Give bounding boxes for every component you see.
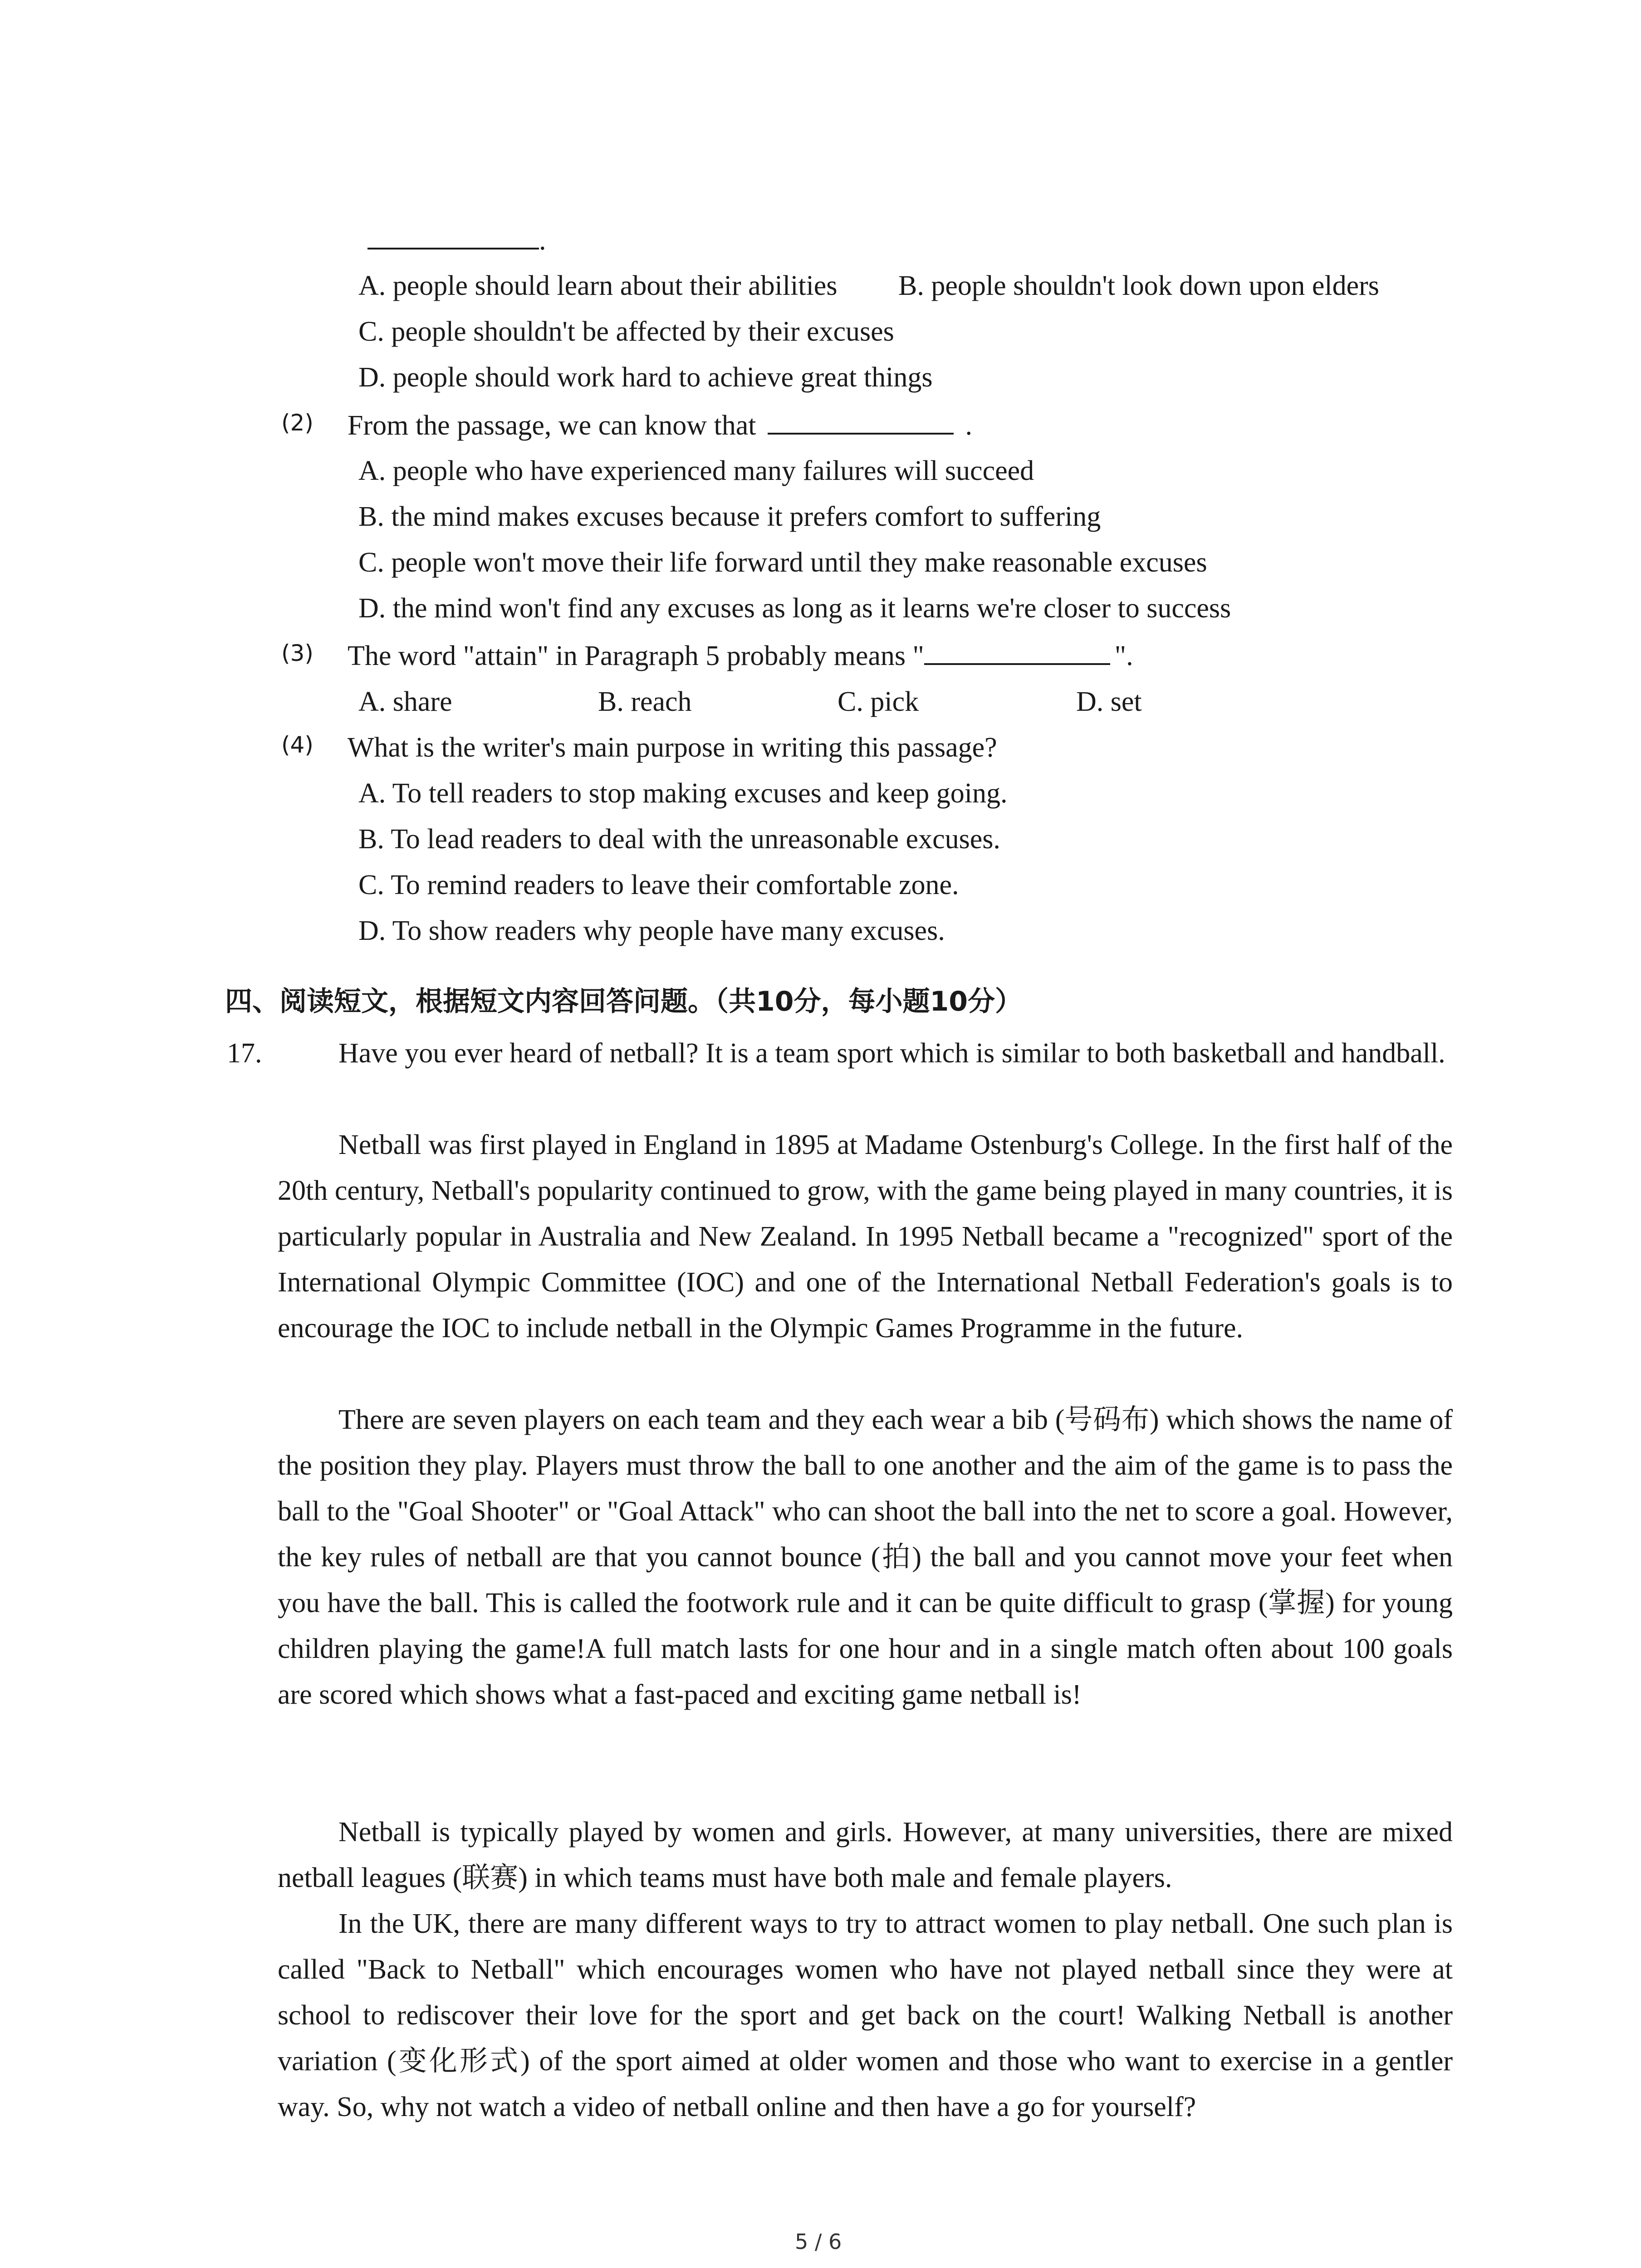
page-number: 5 / 6 bbox=[795, 2229, 842, 2254]
q3-answer-blank bbox=[924, 638, 1110, 665]
q2-option-c: C. people won't move their life forward until they make reasonable excuses bbox=[358, 547, 1207, 578]
question-17-number: 17. bbox=[227, 1038, 262, 1069]
q1-option-a: A. people should learn about their abilities bbox=[358, 270, 838, 301]
q4-option-b: B. To lead readers to deal with the unreasonable excuses. bbox=[358, 824, 1000, 855]
section-4-heading: 四、阅读短文，根据短文内容回答问题。（共10分，每小题10分） bbox=[225, 986, 1022, 1017]
q1-answer-blank bbox=[367, 222, 539, 249]
q3-stem bbox=[348, 633, 1133, 679]
q4-option-a: A. To tell readers to stop making excuses and keep going. bbox=[358, 778, 1008, 809]
q2-answer-blank bbox=[768, 407, 954, 435]
q3-stem-end: ". bbox=[1114, 640, 1133, 671]
q1-answer-blank-line bbox=[367, 218, 546, 263]
q2-stem-text: From the passage, we can know that bbox=[348, 410, 756, 441]
q3-option-d: D. set bbox=[1076, 686, 1142, 717]
q4-number: (4) bbox=[281, 732, 314, 758]
passage-paragraph-1: Have you ever heard of netball? It is a team sport which is similar to both basketball and handball. bbox=[338, 1038, 1445, 1069]
q4-stem: What is the writer's main purpose in writing this passage? bbox=[348, 732, 997, 763]
q3-option-b: B. reach bbox=[598, 686, 692, 717]
q3-number: (3) bbox=[281, 640, 314, 666]
q3-option-a: A. share bbox=[358, 686, 452, 717]
q3-stem-text: The word "attain" in Paragraph 5 probably means " bbox=[348, 640, 924, 671]
q2-option-b: B. the mind makes excuses because it prefers comfort to suffering bbox=[358, 501, 1101, 532]
q2-stem-end: . bbox=[965, 410, 972, 441]
q4-option-d: D. To show readers why people have many excuses. bbox=[358, 915, 945, 946]
q2-option-a: A. people who have experienced many failures will succeed bbox=[358, 455, 1034, 486]
passage-paragraph-5: In the UK, there are many different ways to try to attract women to play netball. One such plan is called "Back to Netball" which encourages women who have not played netball since they were at school to rediscover their love for the sport and get back on the court! Walking Netball is another variation (变化形式) of the sport aimed at older women and those who want to exercise in a gentler way. So, why not watch a video of netball online and then have a go for yourself? bbox=[278, 1908, 1453, 2122]
q4-option-c: C. To remind readers to leave their comfortable zone. bbox=[358, 870, 959, 900]
q1-option-d: D. people should work hard to achieve great things bbox=[358, 362, 933, 393]
q2-number: (2) bbox=[281, 410, 314, 436]
passage-paragraph-3: There are seven players on each team and they each wear a bib (号码布) which shows the name of the position they play. Players must throw the ball to one another and the aim of the game is to pass the ball to the "Goal Shooter" or "Goal Attack" who can shoot the ball into the net to score a goal. However, the key rules of netball are that you cannot bounce (拍) the ball and you cannot move your feet when you have the ball. This is called the footwork rule and it can be quite difficult to grasp (掌握) for young children playing the game!A full match lasts for one hour and in a single match often about 100 goals are scored which shows what a fast-paced and exciting game netball is! bbox=[278, 1404, 1453, 1710]
q1-blank-period: . bbox=[539, 225, 546, 256]
passage-paragraph-4: Netball is typically played by women and girls. However, at many universities, there are mixed netball leagues (联赛) in which teams must have both male and female players. bbox=[278, 1817, 1453, 1893]
q1-option-c: C. people shouldn't be affected by their excuses bbox=[358, 316, 894, 347]
q2-option-d: D. the mind won't find any excuses as long as it learns we're closer to success bbox=[358, 593, 1231, 624]
q3-option-c: C. pick bbox=[838, 686, 919, 717]
q1-option-b: B. people shouldn't look down upon elders bbox=[898, 270, 1379, 301]
passage-paragraph-2: Netball was first played in England in 1895 at Madame Ostenburg's College. In the first half of the 20th century, Netball's popularity continued to grow, with the game being played in many countries, it is particularly popular in Australia and New Zealand. In 1995 Netball became a "recognized" sport of the International Olympic Committee (IOC) and one of the International Netball Federation's goals is to encourage the IOC to include netball in the Olympic Games Programme in the future. bbox=[278, 1129, 1453, 1344]
q2-stem bbox=[348, 403, 972, 448]
